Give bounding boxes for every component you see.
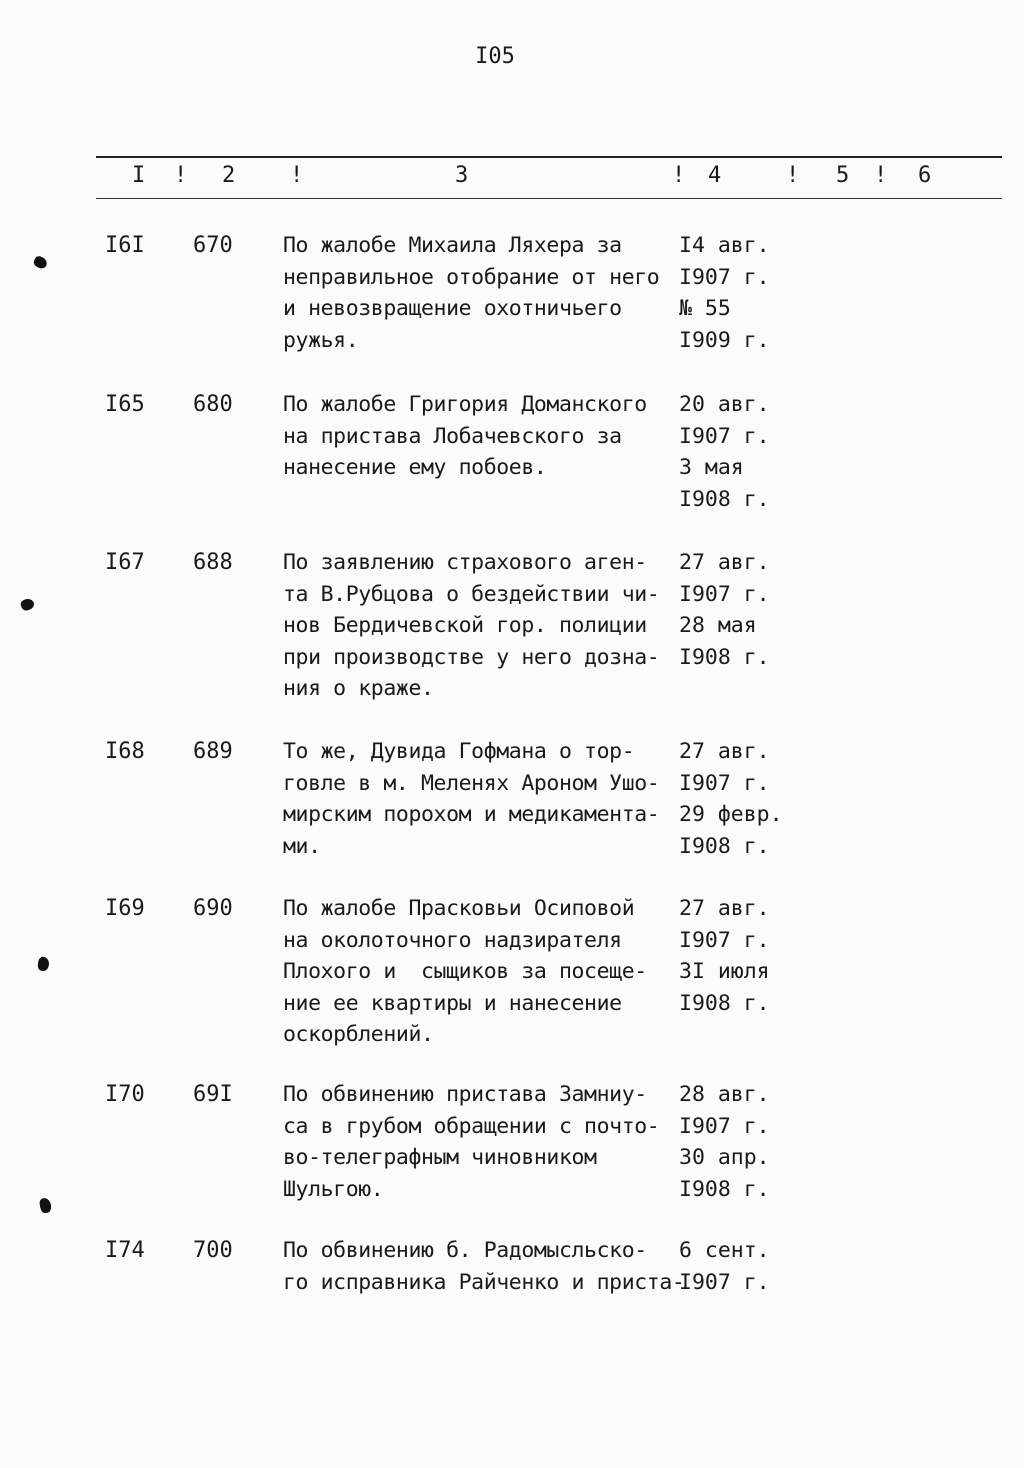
date-line: I907 г.	[679, 1269, 770, 1295]
date-line: I907 г.	[679, 581, 770, 607]
date-line: I907 г.	[679, 264, 770, 290]
entry-description	[283, 1235, 685, 1298]
header-col-1: I	[132, 163, 146, 188]
entry-description	[283, 736, 679, 862]
inventory-number: 700	[193, 1238, 233, 1263]
description-line: мирским порохом и медикамента-	[283, 802, 660, 827]
description-line: нанесение ему побоев.	[283, 455, 547, 480]
date-line: I908 г.	[679, 833, 770, 859]
description-line: говле в м. Меленях Ароном Ушо-	[283, 770, 660, 796]
entry-dates	[679, 736, 809, 862]
header-separator: !	[874, 163, 888, 188]
date-line: 3 мая	[679, 455, 744, 480]
description-line: По заявлению страхового аген-	[283, 550, 647, 575]
entry-description	[283, 1079, 679, 1205]
description-line: оскорблений.	[283, 1022, 434, 1047]
date-line: 28 мая	[679, 613, 757, 638]
entry-dates	[679, 1079, 809, 1205]
description-line: Плохого и сыщиков за посеще-	[283, 959, 647, 984]
punch-hole-mark	[20, 597, 36, 612]
inventory-number: 690	[193, 896, 233, 921]
date-line: 29 февр.	[679, 802, 783, 827]
date-line: № 55	[679, 296, 731, 321]
description-line: ния о краже.	[283, 676, 434, 701]
entry-description	[283, 893, 679, 1051]
date-line: I909 г.	[679, 327, 770, 353]
page-number: I05	[475, 44, 515, 69]
date-line: I907 г.	[679, 770, 770, 796]
description-line: ружья.	[283, 327, 359, 353]
description-line: го исправника Райченко и приста-	[283, 1269, 685, 1295]
date-line: 28 авг.	[679, 1082, 770, 1107]
date-line: I907 г.	[679, 927, 770, 953]
header-col-2: 2	[222, 163, 236, 188]
date-line: I908 г.	[679, 486, 770, 512]
header-col-4: 4	[708, 163, 722, 188]
header-col-6: 6	[918, 163, 932, 188]
description-line: Шульгою.	[283, 1176, 384, 1202]
description-line: и невозвращение охотничьего	[283, 296, 622, 321]
entry-description	[283, 230, 679, 356]
entry-dates	[679, 230, 809, 356]
inventory-number: 688	[193, 550, 233, 575]
date-line: 30 апр.	[679, 1145, 770, 1170]
description-line: нов Бердичевской гор. полиции	[283, 613, 647, 638]
description-line: По обвинению б. Радомысльско-	[283, 1238, 647, 1263]
header-col-5: 5	[836, 163, 850, 188]
date-line: I907 г.	[679, 1113, 770, 1139]
description-line: По жалобе Григория Доманского	[283, 392, 647, 417]
description-line: По жалобе Прасковьи Осиповой	[283, 896, 635, 921]
description-line: са в грубом обращении с почто-	[283, 1113, 660, 1139]
date-line: I908 г.	[679, 990, 770, 1016]
entry-dates	[679, 1235, 809, 1298]
punch-hole-mark	[32, 255, 48, 270]
entry-number: I70	[105, 1082, 145, 1107]
entry-dates	[679, 893, 809, 1019]
date-line: 3I июля	[679, 959, 770, 984]
entry-number: I69	[105, 896, 145, 921]
header-separator: !	[174, 163, 188, 188]
date-line: I907 г.	[679, 423, 770, 449]
date-line: 6 сент.	[679, 1238, 770, 1263]
header-separator: !	[290, 163, 304, 188]
entry-description	[283, 547, 679, 705]
inventory-number: 69I	[193, 1082, 233, 1107]
description-line: та В.Рубцова о бездействии чи-	[283, 581, 660, 607]
inventory-number: 689	[193, 739, 233, 764]
description-line: По жалобе Михаила Ляхера за	[283, 233, 622, 258]
inventory-number: 680	[193, 392, 233, 417]
description-line: при производстве у него дозна-	[283, 644, 660, 670]
entry-description	[283, 389, 679, 484]
table-header-rule	[96, 198, 1002, 199]
description-line: По обвинению пристава Замниу-	[283, 1082, 647, 1107]
date-line: I4 авг.	[679, 233, 770, 258]
description-line: неправильное отобрание от него	[283, 264, 660, 290]
header-separator: !	[786, 163, 800, 188]
description-line: на околоточного надзирателя	[283, 927, 622, 953]
date-line: I908 г.	[679, 644, 770, 670]
date-line: I908 г.	[679, 1176, 770, 1202]
description-line: ние ее квартиры и нанесение	[283, 990, 622, 1016]
entry-number: I74	[105, 1238, 145, 1263]
punch-hole-mark	[39, 1197, 52, 1214]
description-line: ми.	[283, 833, 321, 859]
date-line: 20 авг.	[679, 392, 770, 417]
description-line: во-телеграфным чиновником	[283, 1145, 597, 1170]
date-line: 27 авг.	[679, 896, 770, 921]
inventory-number: 670	[193, 233, 233, 258]
header-separator: !	[672, 163, 686, 188]
description-line: на пристава Лобачевского за	[283, 423, 622, 449]
date-line: 27 авг.	[679, 739, 770, 764]
entry-number: I65	[105, 392, 145, 417]
table-top-rule	[96, 156, 1002, 158]
entry-number: I68	[105, 739, 145, 764]
description-line: То же, Дувида Гофмана о тор-	[283, 739, 635, 764]
entry-number: I6I	[105, 233, 145, 258]
entry-number: I67	[105, 550, 145, 575]
header-col-3: 3	[455, 163, 469, 188]
entry-dates	[679, 389, 809, 515]
date-line: 27 авг.	[679, 550, 770, 575]
punch-hole-mark	[37, 956, 50, 972]
entry-dates	[679, 547, 809, 673]
